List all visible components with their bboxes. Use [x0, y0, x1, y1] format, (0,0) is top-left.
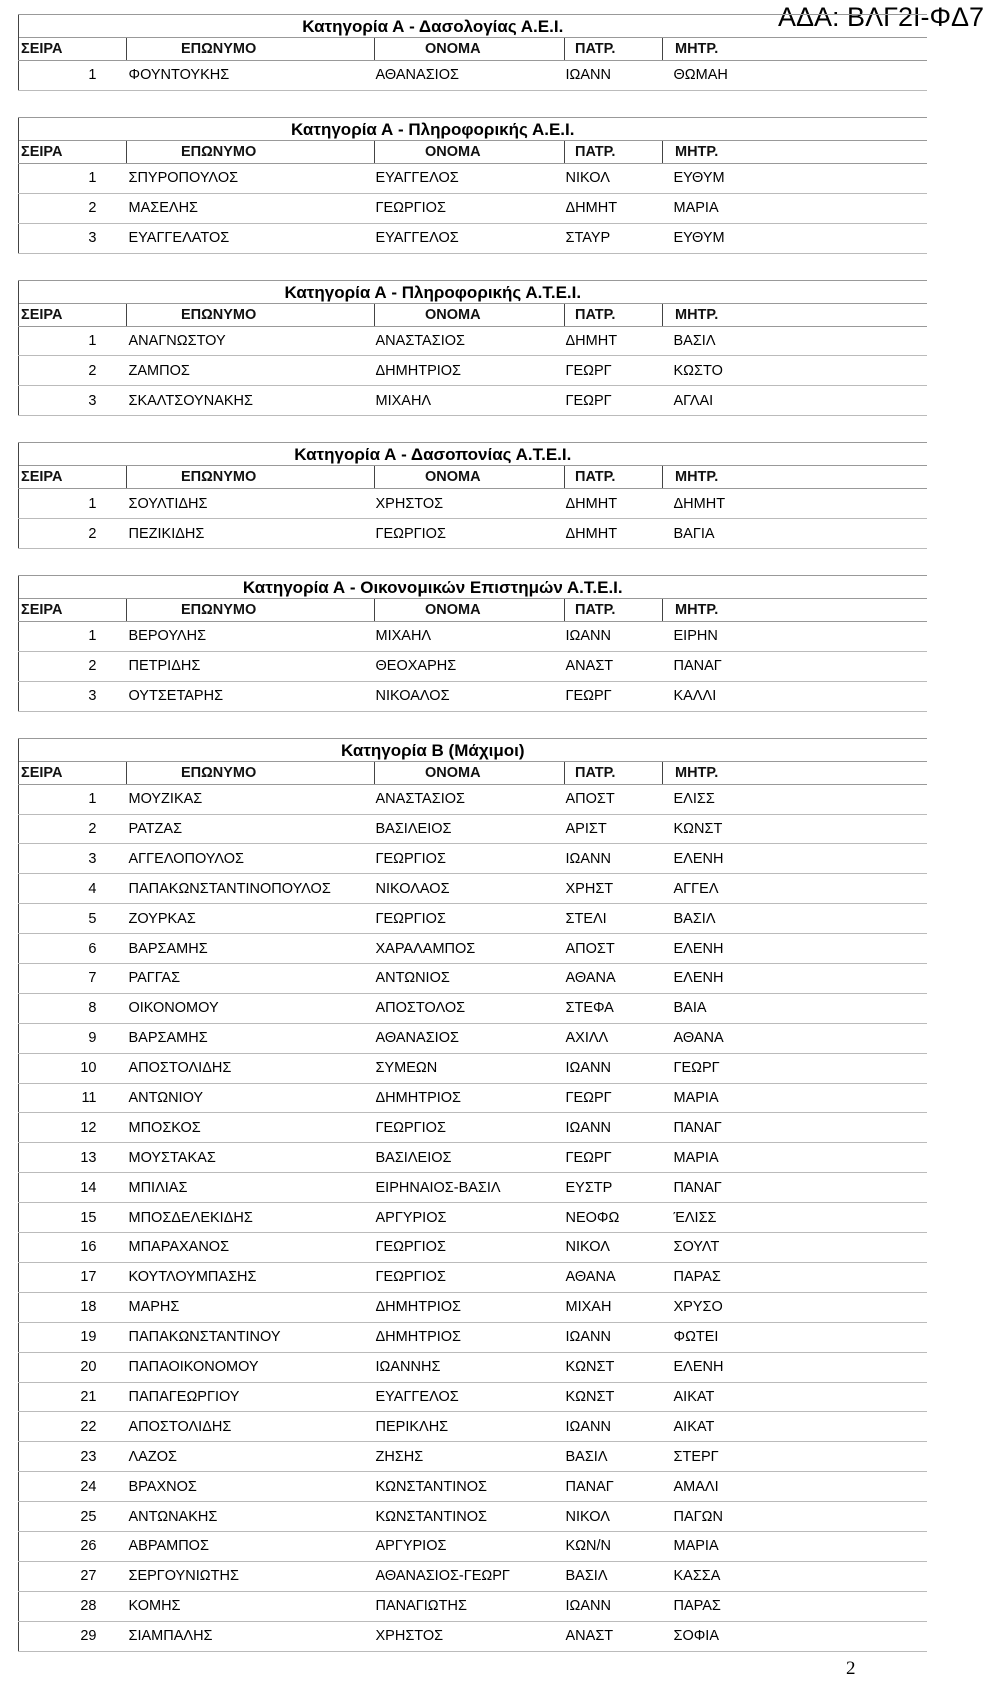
category-table — [18, 738, 927, 1652]
cell-surname: ΖΑΜΠΟΣ — [127, 356, 375, 386]
cell-father: ΜΙΧΑΗ — [565, 1292, 663, 1322]
cell-mother: ΑΜΑΛΙ — [663, 1472, 927, 1502]
header-serial: ΣΕΙΡΑ — [19, 140, 127, 163]
header-name: ΟΝΟΜΑ — [375, 761, 565, 784]
cell-mother: ΒΑΙΑ — [663, 993, 927, 1023]
cell-serial: 24 — [19, 1472, 127, 1502]
cell-serial: 3 — [19, 386, 127, 416]
cell-surname: ΜΠΑΡΑΧΑΝΟΣ — [127, 1233, 375, 1263]
header-mother: ΜΗΤΡ. — [663, 38, 927, 61]
cell-father: ΔΗΜΗΤ — [565, 326, 663, 356]
table-row — [19, 223, 927, 253]
cell-name: ΓΕΩΡΓΙΟΣ — [375, 519, 565, 549]
cell-father: ΓΕΩΡΓ — [565, 681, 663, 711]
cell-serial: 3 — [19, 223, 127, 253]
cell-father: ΙΩΑΝΝ — [565, 1053, 663, 1083]
table-row — [19, 326, 927, 356]
cell-surname: ΒΕΡΟΥΛΗΣ — [127, 622, 375, 652]
cell-surname: ΒΡΑΧΝΟΣ — [127, 1472, 375, 1502]
cell-surname: ΜΑΡΗΣ — [127, 1292, 375, 1322]
table-row — [19, 1233, 927, 1263]
cell-father: ΙΩΑΝΝ — [565, 1412, 663, 1442]
cell-serial: 1 — [19, 489, 127, 519]
cell-father: ΓΕΩΡΓ — [565, 386, 663, 416]
category-section — [18, 280, 926, 417]
header-father: ΠΑΤΡ. — [565, 140, 663, 163]
cell-serial: 9 — [19, 1023, 127, 1053]
cell-surname: ΑΠΟΣΤΟΛΙΔΗΣ — [127, 1412, 375, 1442]
cell-mother: ΜΑΡΙΑ — [663, 1083, 927, 1113]
cell-surname: ΠΑΠΑΚΩΝΣΤΑΝΤΙΝΟΠΟΥΛΟΣ — [127, 874, 375, 904]
cell-serial: 7 — [19, 964, 127, 994]
cell-father: ΚΩΝ/Ν — [565, 1531, 663, 1561]
header-name: ΟΝΟΜΑ — [375, 38, 565, 61]
cell-father: ΧΡΗΣΤ — [565, 874, 663, 904]
cell-father: ΣΤΕΛΙ — [565, 904, 663, 934]
cell-mother: ΜΑΡΙΑ — [663, 193, 927, 223]
cell-father: ΙΩΑΝΝ — [565, 61, 663, 91]
table-row — [19, 681, 927, 711]
cell-mother: ΣΟΦΙΑ — [663, 1621, 927, 1651]
cell-father: ΠΑΝΑΓ — [565, 1472, 663, 1502]
table-row — [19, 874, 927, 904]
header-mother: ΜΗΤΡ. — [663, 303, 927, 326]
cell-mother: ΚΩΣΤΟ — [663, 356, 927, 386]
cell-mother: ΜΑΡΙΑ — [663, 1531, 927, 1561]
table-row — [19, 356, 927, 386]
cell-serial: 14 — [19, 1173, 127, 1203]
table-row — [19, 844, 927, 874]
table-row — [19, 61, 927, 91]
cell-serial: 26 — [19, 1531, 127, 1561]
table-row — [19, 1621, 927, 1651]
cell-serial: 1 — [19, 326, 127, 356]
cell-serial: 3 — [19, 681, 127, 711]
header-father: ΠΑΤΡ. — [565, 466, 663, 489]
table-row — [19, 1203, 927, 1233]
cell-father: ΑΘΑΝΑ — [565, 1262, 663, 1292]
cell-mother: ΒΑΓΙΑ — [663, 519, 927, 549]
table-row — [19, 651, 927, 681]
cell-name: ΕΙΡΗΝΑΙΟΣ-ΒΑΣΙΛ — [375, 1173, 565, 1203]
cell-father: ΚΩΝΣΤ — [565, 1382, 663, 1412]
cell-name: ΓΕΩΡΓΙΟΣ — [375, 1233, 565, 1263]
category-section — [18, 738, 926, 1652]
cell-mother: ΘΩΜΑΗ — [663, 61, 927, 91]
table-row — [19, 1023, 927, 1053]
category-table — [18, 442, 927, 549]
cell-father: ΓΕΩΡΓ — [565, 356, 663, 386]
cell-father: ΚΩΝΣΤ — [565, 1352, 663, 1382]
cell-name: ΓΕΩΡΓΙΟΣ — [375, 844, 565, 874]
cell-serial: 29 — [19, 1621, 127, 1651]
cell-name: ΑΝΑΣΤΑΣΙΟΣ — [375, 784, 565, 814]
cell-name: ΑΡΓΥΡΙΟΣ — [375, 1531, 565, 1561]
cell-mother: ΣΟΥΛΤ — [663, 1233, 927, 1263]
cell-name: ΓΕΩΡΓΙΟΣ — [375, 193, 565, 223]
header-serial: ΣΕΙΡΑ — [19, 303, 127, 326]
cell-serial: 3 — [19, 844, 127, 874]
cell-surname: ΣΟΥΛΤΙΔΗΣ — [127, 489, 375, 519]
cell-father: ΔΗΜΗΤ — [565, 193, 663, 223]
cell-serial: 1 — [19, 61, 127, 91]
cell-name: ΑΡΓΥΡΙΟΣ — [375, 1203, 565, 1233]
cell-father: ΒΑΣΙΛ — [565, 1442, 663, 1472]
cell-serial: 12 — [19, 1113, 127, 1143]
cell-father: ΑΠΟΣΤ — [565, 784, 663, 814]
table-row — [19, 1262, 927, 1292]
cell-surname: ΚΟΥΤΛΟΥΜΠΑΣΗΣ — [127, 1262, 375, 1292]
cell-serial: 1 — [19, 622, 127, 652]
table-row — [19, 1352, 927, 1382]
header-name: ΟΝΟΜΑ — [375, 140, 565, 163]
cell-serial: 18 — [19, 1292, 127, 1322]
cell-name: ΔΗΜΗΤΡΙΟΣ — [375, 1083, 565, 1113]
cell-father: ΝΙΚΟΛ — [565, 163, 663, 193]
cell-name: ΚΩΝΣΤΑΝΤΙΝΟΣ — [375, 1502, 565, 1532]
page-number: 2 — [846, 1658, 856, 1679]
cell-name: ΧΡΗΣΤΟΣ — [375, 1621, 565, 1651]
header-serial: ΣΕΙΡΑ — [19, 466, 127, 489]
cell-mother: ΕΛΕΝΗ — [663, 1352, 927, 1382]
cell-name: ΔΗΜΗΤΡΙΟΣ — [375, 1322, 565, 1352]
table-row — [19, 1053, 927, 1083]
cell-serial: 16 — [19, 1233, 127, 1263]
cell-surname: ΣΕΡΓΟΥΝΙΩΤΗΣ — [127, 1561, 375, 1591]
cell-father: ΙΩΑΝΝ — [565, 622, 663, 652]
cell-surname: ΟΙΚΟΝΟΜΟΥ — [127, 993, 375, 1023]
table-row — [19, 784, 927, 814]
cell-serial: 4 — [19, 874, 127, 904]
cell-name: ΝΙΚΟΑΛΟΣ — [375, 681, 565, 711]
header-surname: ΕΠΩΝΥΜΟ — [127, 466, 375, 489]
cell-surname: ΣΚΑΛΤΣΟΥΝΑΚΗΣ — [127, 386, 375, 416]
header-mother: ΜΗΤΡ. — [663, 761, 927, 784]
cell-father: ΓΕΩΡΓ — [565, 1143, 663, 1173]
header-serial: ΣΕΙΡΑ — [19, 599, 127, 622]
cell-serial: 20 — [19, 1352, 127, 1382]
header-surname: ΕΠΩΝΥΜΟ — [127, 303, 375, 326]
cell-serial: 2 — [19, 651, 127, 681]
cell-father: ΝΙΚΟΛ — [565, 1502, 663, 1532]
cell-name: ΑΘΑΝΑΣΙΟΣ-ΓΕΩΡΓ — [375, 1561, 565, 1591]
category-title: Κατηγορία Α - Πληροφορικής Α.Τ.Ε.Ι. — [284, 282, 582, 302]
category-title: Κατηγορία Α - Πληροφορικής Α.Ε.Ι. — [291, 119, 575, 139]
ada-code: ΑΔΑ: ΒΛΓ2Ι-ΦΔ7 — [778, 2, 984, 32]
cell-surname: ΑΓΓΕΛΟΠΟΥΛΟΣ — [127, 844, 375, 874]
cell-name: ΚΩΝΣΤΑΝΤΙΝΟΣ — [375, 1472, 565, 1502]
cell-name: ΘΕΟΧΑΡΗΣ — [375, 651, 565, 681]
cell-father: ΣΤΑΥΡ — [565, 223, 663, 253]
table-row — [19, 1382, 927, 1412]
category-section — [18, 14, 926, 91]
cell-mother: ΒΑΣΙΛ — [663, 904, 927, 934]
cell-father: ΔΗΜΗΤ — [565, 489, 663, 519]
cell-father: ΔΗΜΗΤ — [565, 519, 663, 549]
cell-name: ΑΝΑΣΤΑΣΙΟΣ — [375, 326, 565, 356]
header-serial: ΣΕΙΡΑ — [19, 761, 127, 784]
cell-name: ΓΕΩΡΓΙΟΣ — [375, 1262, 565, 1292]
category-table — [18, 14, 927, 91]
cell-name: ΑΝΤΩΝΙΟΣ — [375, 964, 565, 994]
cell-father: ΑΧΙΛΛ — [565, 1023, 663, 1053]
cell-mother: ΕΛΕΝΗ — [663, 964, 927, 994]
cell-surname: ΣΠΥΡΟΠΟΥΛΟΣ — [127, 163, 375, 193]
cell-name: ΣΥΜΕΩΝ — [375, 1053, 565, 1083]
category-section — [18, 575, 926, 712]
table-row — [19, 904, 927, 934]
header-father: ΠΑΤΡ. — [565, 303, 663, 326]
cell-name: ΜΙΧΑΗΛ — [375, 622, 565, 652]
cell-name: ΧΡΗΣΤΟΣ — [375, 489, 565, 519]
cell-father: ΙΩΑΝΝ — [565, 844, 663, 874]
cell-surname: ΛΑΖΟΣ — [127, 1442, 375, 1472]
cell-father: ΝΕΟΦΩ — [565, 1203, 663, 1233]
cell-mother: ΜΑΡΙΑ — [663, 1143, 927, 1173]
cell-father: ΝΙΚΟΛ — [565, 1233, 663, 1263]
header-mother: ΜΗΤΡ. — [663, 599, 927, 622]
cell-serial: 27 — [19, 1561, 127, 1591]
cell-serial: 2 — [19, 814, 127, 844]
cell-name: ΓΕΩΡΓΙΟΣ — [375, 1113, 565, 1143]
category-title: Κατηγορία Α - Οικονομικών Επιστημών Α.Τ.Ε.Ι. — [242, 578, 623, 598]
cell-surname: ΟΥΤΣΕΤΑΡΗΣ — [127, 681, 375, 711]
cell-name: ΕΥΑΓΓΕΛΟΣ — [375, 1382, 565, 1412]
cell-father: ΑΝΑΣΤ — [565, 651, 663, 681]
cell-mother: ΈΛΙΣΣ — [663, 1203, 927, 1233]
cell-mother: ΑΓΓΕΛ — [663, 874, 927, 904]
table-row — [19, 814, 927, 844]
cell-father: ΒΑΣΙΛ — [565, 1561, 663, 1591]
header-surname: ΕΠΩΝΥΜΟ — [127, 761, 375, 784]
table-row — [19, 386, 927, 416]
cell-serial: 19 — [19, 1322, 127, 1352]
cell-mother: ΚΩΝΣΤ — [663, 814, 927, 844]
cell-name: ΕΥΑΓΓΕΛΟΣ — [375, 223, 565, 253]
cell-serial: 10 — [19, 1053, 127, 1083]
cell-name: ΝΙΚΟΛΑΟΣ — [375, 874, 565, 904]
cell-mother: ΠΑΝΑΓ — [663, 1113, 927, 1143]
cell-surname: ΦΟΥΝΤΟΥΚΗΣ — [127, 61, 375, 91]
table-row — [19, 934, 927, 964]
header-surname: ΕΠΩΝΥΜΟ — [127, 38, 375, 61]
cell-mother: ΠΑΡΑΣ — [663, 1591, 927, 1621]
cell-name: ΔΗΜΗΤΡΙΟΣ — [375, 1292, 565, 1322]
cell-father: ΙΩΑΝΝ — [565, 1322, 663, 1352]
table-row — [19, 193, 927, 223]
cell-mother: ΑΘΑΝΑ — [663, 1023, 927, 1053]
table-row — [19, 1561, 927, 1591]
cell-serial: 13 — [19, 1143, 127, 1173]
cell-serial: 15 — [19, 1203, 127, 1233]
cell-mother: ΑΓΛΑΙ — [663, 386, 927, 416]
header-surname: ΕΠΩΝΥΜΟ — [127, 599, 375, 622]
cell-mother: ΑΙΚΑΤ — [663, 1382, 927, 1412]
header-name: ΟΝΟΜΑ — [375, 303, 565, 326]
cell-serial: 5 — [19, 904, 127, 934]
cell-surname: ΒΑΡΣΑΜΗΣ — [127, 1023, 375, 1053]
cell-mother: ΚΑΛΛΙ — [663, 681, 927, 711]
cell-surname: ΠΑΠΑΓΕΩΡΓΙΟΥ — [127, 1382, 375, 1412]
cell-mother: ΚΑΣΣΑ — [663, 1561, 927, 1591]
table-row — [19, 163, 927, 193]
table-row — [19, 964, 927, 994]
header-surname: ΕΠΩΝΥΜΟ — [127, 140, 375, 163]
table-row — [19, 489, 927, 519]
cell-father: ΑΡΙΣΤ — [565, 814, 663, 844]
category-table — [18, 117, 927, 254]
cell-father: ΙΩΑΝΝ — [565, 1591, 663, 1621]
cell-mother: ΣΤΕΡΓ — [663, 1442, 927, 1472]
cell-mother: ΠΑΝΑΓ — [663, 1173, 927, 1203]
cell-surname: ΜΑΣΕΛΗΣ — [127, 193, 375, 223]
category-table — [18, 575, 927, 712]
table-row — [19, 1472, 927, 1502]
cell-father: ΣΤΕΦΑ — [565, 993, 663, 1023]
cell-serial: 1 — [19, 163, 127, 193]
table-row — [19, 1143, 927, 1173]
header-father: ΠΑΤΡ. — [565, 38, 663, 61]
cell-serial: 11 — [19, 1083, 127, 1113]
category-section — [18, 117, 926, 254]
cell-name: ΒΑΣΙΛΕΙΟΣ — [375, 814, 565, 844]
cell-name: ΓΕΩΡΓΙΟΣ — [375, 904, 565, 934]
table-row — [19, 1442, 927, 1472]
cell-surname: ΜΟΥΖΙΚΑΣ — [127, 784, 375, 814]
table-row — [19, 1113, 927, 1143]
cell-name: ΜΙΧΑΗΛ — [375, 386, 565, 416]
cell-mother: ΠΑΝΑΓ — [663, 651, 927, 681]
table-row — [19, 1083, 927, 1113]
cell-surname: ΑΝΤΩΝΙΟΥ — [127, 1083, 375, 1113]
cell-serial: 8 — [19, 993, 127, 1023]
cell-name: ΑΘΑΝΑΣΙΟΣ — [375, 61, 565, 91]
table-row — [19, 1322, 927, 1352]
cell-serial: 17 — [19, 1262, 127, 1292]
cell-serial: 22 — [19, 1412, 127, 1442]
header-mother: ΜΗΤΡ. — [663, 140, 927, 163]
table-row — [19, 1173, 927, 1203]
cell-name: ΧΑΡΑΛΑΜΠΟΣ — [375, 934, 565, 964]
cell-name: ΙΩΑΝΝΗΣ — [375, 1352, 565, 1382]
header-name: ΟΝΟΜΑ — [375, 599, 565, 622]
cell-mother: ΕΛΙΣΣ — [663, 784, 927, 814]
cell-mother: ΔΗΜΗΤ — [663, 489, 927, 519]
cell-father: ΓΕΩΡΓ — [565, 1083, 663, 1113]
table-row — [19, 519, 927, 549]
cell-serial: 2 — [19, 519, 127, 549]
cell-father: ΑΘΑΝΑ — [565, 964, 663, 994]
cell-surname: ΖΟΥΡΚΑΣ — [127, 904, 375, 934]
cell-serial: 25 — [19, 1502, 127, 1532]
cell-serial: 2 — [19, 356, 127, 386]
cell-surname: ΠΑΠΑΟΙΚΟΝΟΜΟΥ — [127, 1352, 375, 1382]
cell-name: ΔΗΜΗΤΡΙΟΣ — [375, 356, 565, 386]
table-row — [19, 1292, 927, 1322]
cell-father: ΑΠΟΣΤ — [565, 934, 663, 964]
cell-surname: ΜΠΟΣΔΕΛΕΚΙΔΗΣ — [127, 1203, 375, 1233]
cell-mother: ΕΥΘΥΜ — [663, 223, 927, 253]
category-table — [18, 280, 927, 417]
header-serial: ΣΕΙΡΑ — [19, 38, 127, 61]
cell-mother: ΑΙΚΑΤ — [663, 1412, 927, 1442]
cell-name: ΒΑΣΙΛΕΙΟΣ — [375, 1143, 565, 1173]
cell-surname: ΣΙΑΜΠΑΛΗΣ — [127, 1621, 375, 1651]
cell-surname: ΠΕΖΙΚΙΔΗΣ — [127, 519, 375, 549]
cell-surname: ΑΒΡΑΜΠΟΣ — [127, 1531, 375, 1561]
header-father: ΠΑΤΡ. — [565, 761, 663, 784]
cell-father: ΑΝΑΣΤ — [565, 1621, 663, 1651]
cell-mother: ΕΥΘΥΜ — [663, 163, 927, 193]
header-mother: ΜΗΤΡ. — [663, 466, 927, 489]
cell-surname: ΠΑΠΑΚΩΝΣΤΑΝΤΙΝΟΥ — [127, 1322, 375, 1352]
cell-mother: ΦΩΤΕΙ — [663, 1322, 927, 1352]
cell-father: ΙΩΑΝΝ — [565, 1113, 663, 1143]
cell-name: ΠΕΡΙΚΛΗΣ — [375, 1412, 565, 1442]
cell-surname: ΡΑΤΖΑΣ — [127, 814, 375, 844]
cell-surname: ΑΠΟΣΤΟΛΙΔΗΣ — [127, 1053, 375, 1083]
cell-serial: 6 — [19, 934, 127, 964]
cell-surname: ΒΑΡΣΑΜΗΣ — [127, 934, 375, 964]
cell-surname: ΑΝΑΓΝΩΣΤΟΥ — [127, 326, 375, 356]
cell-father: ΕΥΣΤΡ — [565, 1173, 663, 1203]
cell-surname: ΑΝΤΩΝΑΚΗΣ — [127, 1502, 375, 1532]
table-row — [19, 1531, 927, 1561]
cell-name: ΠΑΝΑΓΙΩΤΗΣ — [375, 1591, 565, 1621]
cell-mother: ΠΑΡΑΣ — [663, 1262, 927, 1292]
table-row — [19, 993, 927, 1023]
table-row — [19, 1591, 927, 1621]
cell-serial: 2 — [19, 193, 127, 223]
cell-surname: ΚΟΜΗΣ — [127, 1591, 375, 1621]
header-father: ΠΑΤΡ. — [565, 599, 663, 622]
cell-name: ΖΗΣΗΣ — [375, 1442, 565, 1472]
cell-serial: 23 — [19, 1442, 127, 1472]
cell-surname: ΕΥΑΓΓΕΛΑΤΟΣ — [127, 223, 375, 253]
cell-mother: ΕΛΕΝΗ — [663, 934, 927, 964]
header-name: ΟΝΟΜΑ — [375, 466, 565, 489]
cell-surname: ΜΠΟΣΚΟΣ — [127, 1113, 375, 1143]
category-title: Κατηγορία Β (Μάχιμοι) — [341, 740, 525, 760]
cell-mother: ΓΕΩΡΓ — [663, 1053, 927, 1083]
cell-name: ΑΘΑΝΑΣΙΟΣ — [375, 1023, 565, 1053]
cell-surname: ΜΟΥΣΤΑΚΑΣ — [127, 1143, 375, 1173]
cell-surname: ΡΑΓΓΑΣ — [127, 964, 375, 994]
category-title: Κατηγορία Α - Δασοπονίας Α.Τ.Ε.Ι. — [294, 445, 572, 465]
cell-name: ΕΥΑΓΓΕΛΟΣ — [375, 163, 565, 193]
table-row — [19, 1412, 927, 1442]
cell-serial: 21 — [19, 1382, 127, 1412]
cell-serial: 28 — [19, 1591, 127, 1621]
cell-surname: ΜΠΙΛΙΑΣ — [127, 1173, 375, 1203]
category-title: Κατηγορία Α - Δασολογίας Α.Ε.Ι. — [302, 17, 564, 36]
cell-mother: ΒΑΣΙΛ — [663, 326, 927, 356]
category-section — [18, 442, 926, 549]
cell-mother: ΧΡΥΣΟ — [663, 1292, 927, 1322]
table-row — [19, 622, 927, 652]
sections-container — [18, 14, 926, 1678]
cell-name: ΑΠΟΣΤΟΛΟΣ — [375, 993, 565, 1023]
cell-mother: ΕΙΡΗΝ — [663, 622, 927, 652]
cell-surname: ΠΕΤΡΙΔΗΣ — [127, 651, 375, 681]
cell-mother: ΕΛΕΝΗ — [663, 844, 927, 874]
cell-mother: ΠΑΓΩΝ — [663, 1502, 927, 1532]
table-row — [19, 1502, 927, 1532]
cell-serial: 1 — [19, 784, 127, 814]
